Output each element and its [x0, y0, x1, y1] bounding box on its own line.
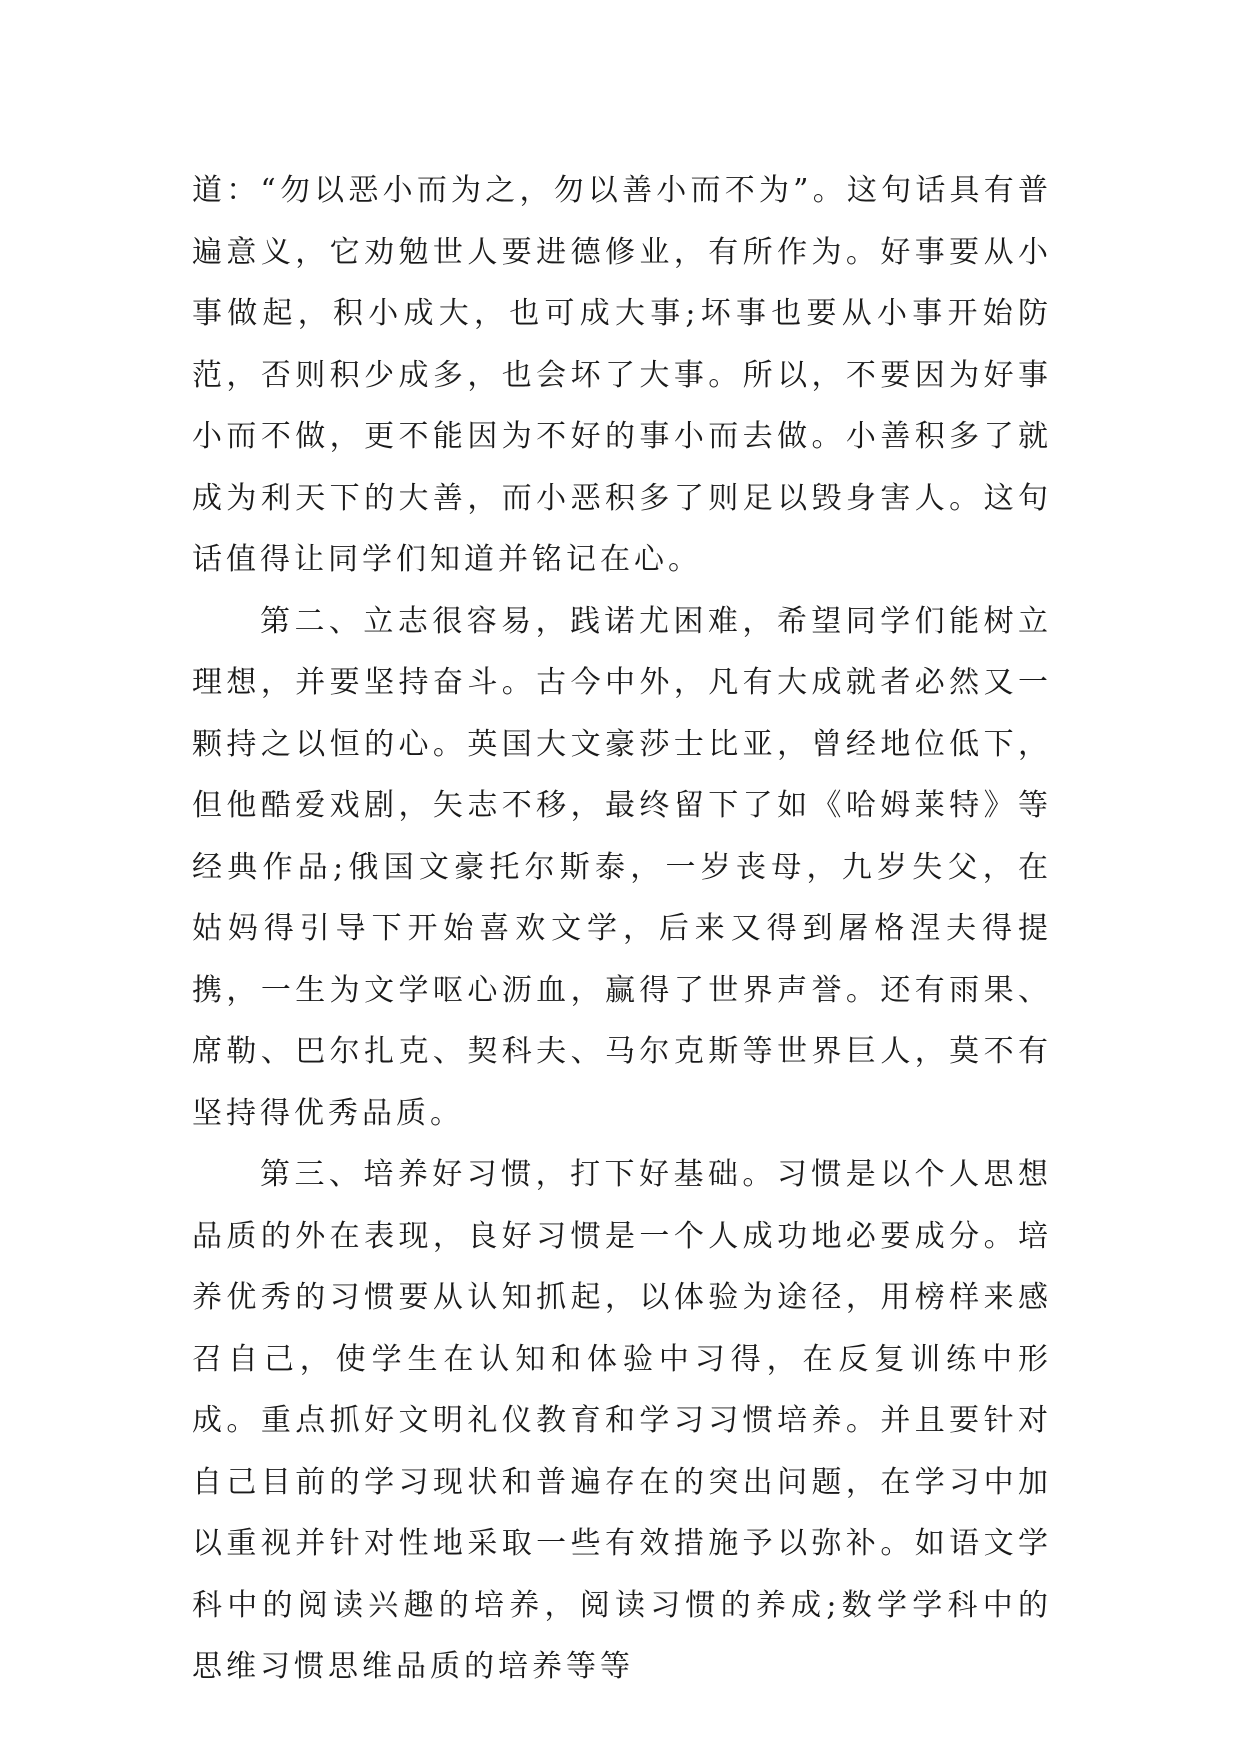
document-page — [192, 160, 1052, 1698]
paragraph-third-point: 第三、培养好习惯，打下好基础。习惯是以个人思想品质的外在表现，良好习惯是一个人成功地必要成分。培养优秀的习惯要从认知抓起，以体验为途径，用榜样来感召自己，使学生在认知和体验中习得，在反复训练中形成。重点抓好文明礼仪教育和学习习惯培养。并且要针对自己目前的学习现状和普遍存在的突出问题，在学习中加以重视并针对性地采取一些有效措施予以弥补。如语文学科中的阅读兴趣的培养，阅读习惯的养成;数学学科中的思维习惯思维品质的培养等等 — [192, 1157, 1052, 1684]
paragraph-continuation: 道：“勿以恶小而为之，勿以善小而不为”。这句话具有普遍意义，它劝勉世人要进德修业，有所作为。好事要从小事做起，积小成大，也可成大事;坏事也要从小事开始防范，否则积少成多，也会坏了大事。所以，不要因为好事小而不做，更不能因为不好的事小而去做。小善积多了就成为利天下的大善，而小恶积多了则足以毁身害人。这句话值得让同学们知道并铭记在心。 — [192, 173, 1052, 577]
paragraph-second-point: 第二、立志很容易，践诺尤困难，希望同学们能树立理想，并要坚持奋斗。古今中外，凡有大成就者必然又一颗持之以恒的心。英国大文豪莎士比亚，曾经地位低下，但他酷爱戏剧，矢志不移，最终留下了如《哈姆莱特》等经典作品;俄国文豪托尔斯泰，一岁丧母，九岁失父，在姑妈得引导下开始喜欢文学，后来又得到屠格涅夫得提携，一生为文学呕心沥血，赢得了世界声誉。还有雨果、席勒、巴尔扎克、契科夫、马尔克斯等世界巨人，莫不有坚持得优秀品质。 — [192, 603, 1052, 1131]
